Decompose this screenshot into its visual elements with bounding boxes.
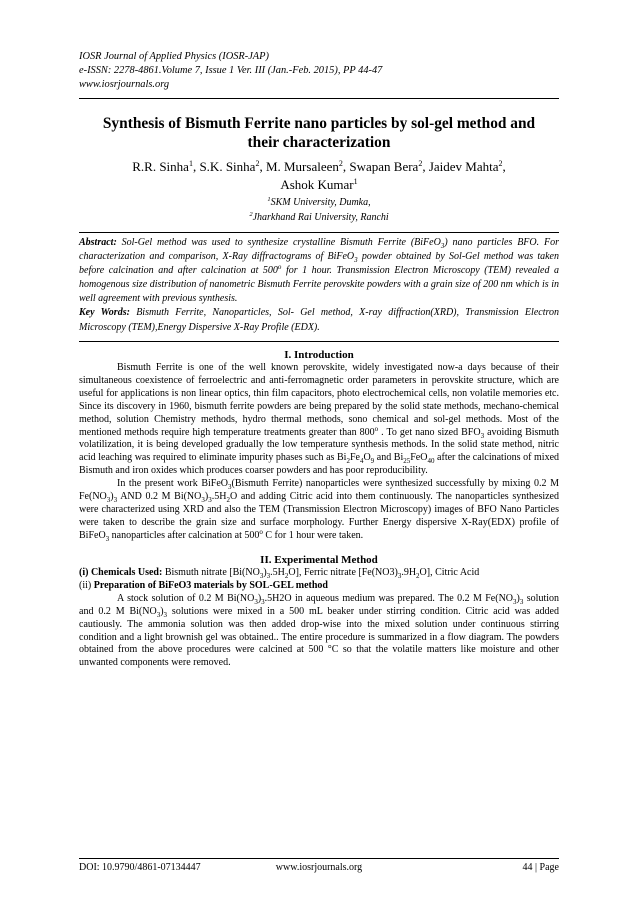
subscript: 3 (354, 256, 358, 265)
text-run: .9H (401, 567, 417, 578)
subscript: 3 (208, 496, 212, 505)
issn-line: e-ISSN: 2278-4861.Volume 7, Issue 1 Ver. III (Jan.-Feb. 2015), PP 44-47 (79, 65, 383, 77)
affiliation-text: SKM University, Dumka, (270, 197, 371, 208)
subscript: 3 (513, 597, 517, 606)
title-line-1: Synthesis of Bismuth Ferrite nano particles by sol-gel method and (102, 115, 536, 132)
affiliation-2 (60, 211, 578, 226)
subscript: 4 (359, 457, 364, 466)
keywords-text: Bismuth Ferrite, Nanoparticles, Sol- Gel method, X-ray diffraction(XRD), Transmission Electron Microscopy (TEM),Energy Dispersive X-Ray Profile (EDX). (79, 307, 559, 333)
text-run: .5H (270, 567, 285, 578)
subscript: 3 (201, 496, 205, 505)
text-run: ) (110, 491, 114, 503)
affiliation-text: Jharkhand Rai University, Ranchi (252, 211, 389, 223)
header-divider (79, 98, 559, 99)
title-line-2: their characterization (247, 134, 391, 151)
subscript: 3 (480, 431, 485, 440)
subscript: 2 (284, 572, 289, 580)
preparation-paragraph (79, 593, 559, 670)
subscript: 3 (163, 610, 168, 619)
text-run: A stock solution of 0.2 M Bi(NO (117, 592, 255, 604)
author-name: R.R. Sinha (132, 159, 189, 174)
affil-marker: 2 (498, 159, 503, 168)
section-heading-introduction: I. Introduction (284, 349, 354, 361)
text-run: . To get nano sized BFO (378, 426, 481, 438)
text-run: O (363, 452, 371, 464)
text-run: ) (257, 592, 262, 604)
abstract-text: powder obtained by Sol-Gel method was taken before calcination and after calcination at 500 (79, 251, 559, 277)
text-run: ) (204, 491, 209, 503)
abstract-text: for 1 hour. Transmission Electron Microscopy (TEM) revealed a homogenous size distribution of nanometric Bismuth Ferrite perovskite powders with a grain size of 200 nm which is in well agreement with previous synthesis. (79, 265, 559, 305)
subscript: 9 (370, 457, 375, 466)
keywords-label: Key Words: (79, 307, 130, 319)
author-name: Swapan Bera (349, 159, 419, 174)
subscript: 3 (254, 597, 258, 606)
text-run: and Bi (374, 452, 404, 464)
affiliation-1 (60, 196, 578, 211)
text-run: after the calcinations of mixed Bismuth and iron oxides which produces coarser powders and has poor reproducibility. (79, 452, 560, 477)
journal-header (79, 50, 382, 93)
superscript: o (277, 263, 282, 272)
author-name: Jaidev Mahta (428, 159, 499, 174)
affiliations (60, 196, 578, 225)
text-run: O], Citric Acid (419, 567, 480, 578)
text-run: (ii) (79, 579, 94, 591)
subscript: 3 (519, 597, 524, 606)
text-run: Bismuth Ferrite is one of the well known perovskite, widely investigated now-a days because of their simultaneous coexistence of ferroelectric and anti-ferromagnetic order parameters in perovskite structure, which are useful for applications is non linear optics, thin film capacitors, photo electrochemical cells, non volatile memories etc. Since its discovery in 1960, bismuth ferrite powders are being prepared by the solid state methods, mechano-chemical method, solution Chemistry methods, hydro thermal methods, sono chemical and sol-gel methods. Most of the mentioned methods require high temperature treatments greater than 800 (79, 362, 559, 438)
keywords-paragraph (79, 306, 559, 334)
intro-paragraph-1 (79, 362, 559, 478)
author-list: R.R. Sinha$^1$, S.K. Sinha$^2$, M. Mursaleen$^2$, Swapan Bera$^2$, Jaidev Mahta$^2$, Ashok Kumar$^1$ (132, 159, 506, 192)
text-run: .5H2O in aqueous medium was prepared. The 0.2 M Fe(NO (264, 592, 514, 604)
affil-marker: 1 (353, 177, 358, 186)
abstract-label: Abstract: (79, 237, 117, 248)
text-run: ) (516, 592, 520, 604)
chemicals-used (79, 567, 559, 580)
subscript: 40 (427, 457, 435, 466)
keywords-divider (79, 341, 559, 342)
affil-marker: 1 (267, 196, 271, 203)
subscript: 3 (261, 597, 265, 606)
affil-marker: 1 (188, 159, 193, 168)
text-run: O], Ferric nitrate [Fe(NO3) (288, 567, 398, 578)
subscript: 3 (266, 572, 271, 580)
text-run: O and adding Citric acid into them continuously. The nanoparticles synthesized were characterized using XRD and also the TEM (Transmission Electron Microscopy) images of BFO Nano Particles were taken to describe the grain size and surface morphology. Further Energy dispersive X-Ray(EDX) profile of BiFeO (79, 491, 559, 541)
text-run: AND 0.2 M Bi(NO (117, 491, 202, 503)
superscript: o (374, 424, 379, 433)
preparation-label: Preparation of BiFeO3 materials by SOL-GEL method (93, 579, 328, 591)
intro-paragraph-2 (79, 478, 559, 543)
text-run: FeO (410, 452, 428, 464)
journal-website[interactable]: www.iosrjournals.org (79, 79, 170, 91)
footer-doi: DOI: 10.9790/4861-07134447 (79, 862, 201, 873)
text-run: Fe (349, 452, 360, 464)
introduction-body (79, 362, 559, 543)
text-run: avoiding Bismuth volatilization, it is being developed gradually the low temperature synthesis methods. In the solid state method, nitric acid leaching was required to eliminate impurity phases such as Bi (79, 426, 559, 464)
chemicals-label: (i) Chemicals Used: (79, 567, 163, 578)
affil-marker: 2 (249, 210, 253, 218)
subscript: 3 (106, 496, 111, 505)
superscript: o (259, 527, 263, 536)
text-run: ) (160, 605, 164, 617)
footer-page-number: 44 | Page (522, 862, 559, 873)
affil-marker: 2 (255, 159, 260, 168)
subscript: 3 (156, 610, 161, 619)
experimental-body (79, 567, 559, 670)
subscript: 2 (346, 457, 350, 466)
text-run: Bismuth nitrate [Bi(NO (162, 567, 260, 578)
journal-name: IOSR Journal of Applied Physics (IOSR-JAP) (79, 51, 269, 62)
abstract-text: Sol-Gel method was used to synthesize crystalline Bismuth Ferrite (BiFeO (116, 237, 441, 248)
text-run: (Bismuth Ferrite) nanoparticles were synthesized successfully by mixing 0.2 M Fe(NO (79, 478, 559, 503)
author-name: M. Mursaleen (265, 159, 339, 174)
text-run: C for 1 hour were taken. (262, 529, 364, 541)
text-run: solutions were mixed in a 500 mL beaker under stirring condition. Citric acid was added cautiously. The ammonia solution was then added drop-wise into the mixed solution under continuous stirring condition and a light brownish gel was obtained.. The entire procedure is summarized in a flow diagram. The powders obtained from the above procedures were calcined at 500 °C so that the volatile matters like moisture and other unwanted components were removed. (79, 605, 559, 669)
text-run: solution and 0.2 M Bi(NO (79, 592, 559, 617)
author-name: Ashok Kumar (280, 177, 354, 192)
text-run: In the present work BiFeO (117, 478, 228, 490)
footer-website[interactable]: www.iosrjournals.org (275, 862, 363, 873)
text-run: ) (263, 567, 267, 578)
text-run: .5H (211, 491, 227, 503)
abstract-block (79, 236, 559, 335)
subscript: 3 (259, 572, 264, 580)
text-run: nanoparticles after calcination at 500 (109, 529, 260, 541)
subscript: 2 (226, 496, 230, 505)
affil-marker: 2 (338, 159, 343, 168)
preparation-heading (79, 580, 559, 593)
subscript: 3 (397, 572, 402, 580)
subscript: 3 (113, 496, 118, 505)
subscript: 3 (105, 534, 110, 543)
section-heading-experimental: II. Experimental Method (260, 554, 378, 566)
footer-divider (79, 858, 559, 859)
subscript: 3 (228, 483, 232, 492)
subscript: 25 (403, 457, 411, 466)
subscript: 2 (416, 572, 420, 580)
abstract-paragraph (79, 236, 559, 306)
author-name: S.K. Sinha (199, 159, 256, 174)
affil-marker: 2 (418, 159, 423, 168)
abstract-divider (79, 232, 559, 233)
paper-title (60, 114, 578, 152)
subscript: 3 (440, 242, 445, 250)
abstract-text: ) nano particles BFO. For characterization and comparison, X-Ray diffractograms of BiFeO (79, 237, 559, 263)
